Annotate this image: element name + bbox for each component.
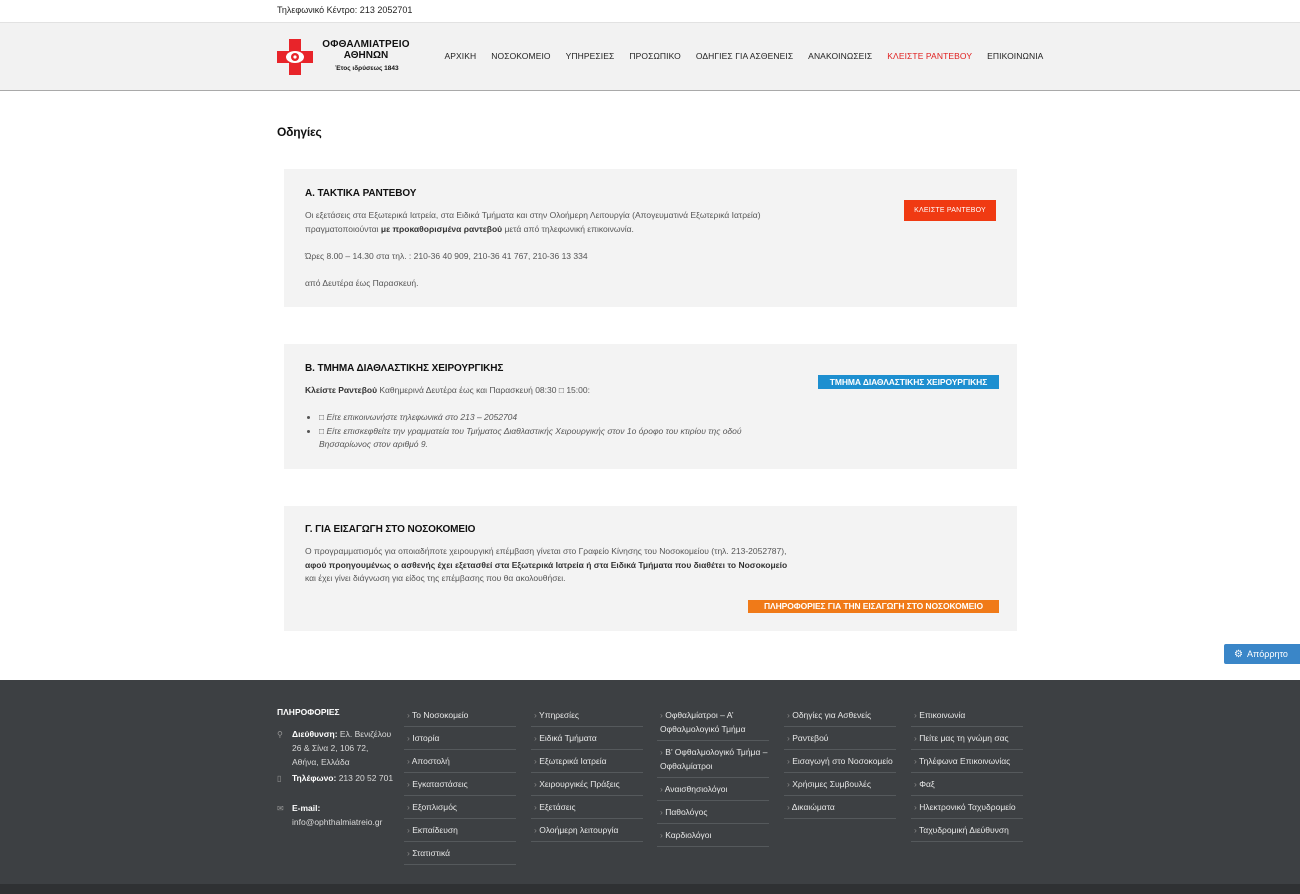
footer-link[interactable]: › Β’ Οφθαλμολογικό Τμήμα – Οφθαλμίατροι <box>657 741 769 778</box>
footer-bottom-bar <box>0 884 1300 894</box>
nav-book-appointment[interactable]: ΚΛΕΙΣΤΕ ΡΑΝΤΕΒΟΥ <box>887 51 973 61</box>
main-nav <box>437 51 1051 61</box>
footer-link[interactable]: › Ταχυδρομική Διεύθυνση <box>911 819 1023 842</box>
footer-link[interactable]: › Εκπαίδευση <box>404 819 516 842</box>
footer-link[interactable]: › Ολοήμερη λειτουργία <box>531 819 643 842</box>
footer-link[interactable]: › Αναισθησιολόγοι <box>657 778 769 801</box>
footer-address: ⚲ Διεύθυνση: Ελ. Βενιζέλου 26 & Σίνα 2, 106 72, Αθήνα, Ελλάδα <box>277 729 392 767</box>
admission-info-button[interactable]: ΠΛΗΡΟΦΟΡΙΕΣ ΓΙΑ ΤΗΝ ΕΙΣΑΓΩΓΗ ΣΤΟ ΝΟΣΟΚΟΜΕΙΟ <box>748 600 999 613</box>
footer-link[interactable]: › Ειδικά Τμήματα <box>531 727 643 750</box>
page-title: Οδηγίες <box>277 125 322 139</box>
footer-link[interactable]: › Πείτε μας τη γνώμη σας <box>911 727 1023 750</box>
footer-link[interactable]: › Χρήσιμες Συμβουλές <box>784 773 896 796</box>
footer-link[interactable]: › Χειρουργικές Πράξεις <box>531 773 643 796</box>
footer-link[interactable]: › Τηλέφωνα Επικοινωνίας <box>911 750 1023 773</box>
section-heading: Α. ΤΑΚΤΙΚΑ ΡΑΝΤΕΒΟΥ <box>305 188 417 199</box>
site-logo[interactable] <box>277 37 427 77</box>
footer-link[interactable]: › Εγκαταστάσεις <box>404 773 516 796</box>
footer-link[interactable]: › Φαξ <box>911 773 1023 796</box>
footer-link[interactable]: › Ραντεβού <box>784 727 896 750</box>
regular-appointments-section <box>284 169 1017 307</box>
footer-link[interactable]: › Επικοινωνία <box>911 704 1023 727</box>
envelope-icon: ✉ <box>277 804 284 813</box>
nav-contact[interactable]: ΕΠΙΚΟΙΝΩΝΙΑ <box>987 51 1044 61</box>
footer-link[interactable]: › Δικαιώματα <box>784 796 896 819</box>
footer-link[interactable]: › Εισαγωγή στο Νοσοκομείο <box>784 750 896 773</box>
logo-name-line1: ΟΦΘΑΛΜΙΑΤΡΕΙΟ <box>322 39 410 50</box>
gear-icon: ⚙ <box>1234 649 1243 660</box>
footer-link[interactable]: › Το Νοσοκομείο <box>404 704 516 727</box>
footer-link[interactable]: › Εξοπλισμός <box>404 796 516 819</box>
footer-link[interactable]: › Καρδιολόγοι <box>657 824 769 847</box>
red-cross-eye-icon <box>277 39 313 75</box>
nav-services[interactable]: ΥΠΗΡΕΣΙΕΣ <box>565 51 615 61</box>
footer-link[interactable]: › Ηλεκτρονικό Ταχυδρομείο <box>911 796 1023 819</box>
footer-col-services <box>531 704 643 842</box>
list-item: • □ Είτε επισκεφθείτε την γραμματεία του Τμήματος Διαθλαστικής Χειρουργικής στον 1ο όροφο του κτιρίου της οδού Βησσαρίωνος στον αριθμό 9. <box>319 425 784 452</box>
footer-col-hospital <box>404 704 516 865</box>
footer-link[interactable]: › Οφθαλμίατροι – Α’ Οφθαλμολογικό Τμήμα <box>657 704 769 741</box>
footer-link[interactable]: › Υπηρεσίες <box>531 704 643 727</box>
nav-hospital[interactable]: ΝΟΣΟΚΟΜΕΙΟ <box>491 51 551 61</box>
phone-icon: ▯ <box>277 774 282 783</box>
hospital-admission-section <box>284 506 1017 631</box>
footer-link[interactable]: › Ιστορία <box>404 727 516 750</box>
footer-link[interactable]: › Εξωτερικά Ιατρεία <box>531 750 643 773</box>
logo-text <box>317 39 415 72</box>
refractive-surgery-section <box>284 344 1017 469</box>
nav-patient-guides[interactable]: ΟΔΗΓΙΕΣ ΓΙΑ ΑΣΘΕΝΕΙΣ <box>695 51 794 61</box>
site-header <box>0 22 1300 91</box>
footer-col-contact <box>911 704 1023 842</box>
footer-col-staff <box>657 704 769 847</box>
nav-announcements[interactable]: ΑΝΑΚΟΙΝΩΣΕΙΣ <box>808 51 873 61</box>
location-pin-icon: ⚲ <box>277 730 283 739</box>
footer-link[interactable]: › Παθολόγος <box>657 801 769 824</box>
footer-email[interactable]: ✉ E-mail: info@ophthalmiatreio.gr <box>277 803 383 827</box>
footer-info-title: ΠΛΗΡΟΦΟΡΙΕΣ <box>277 707 340 717</box>
section-text: Ο προγραμματισμός για οποιαδήποτε χειρουργική επέμβαση γίνεται στο Γραφείο Κίνησης του Νοσοκομείου (τηλ. 213-2052787), αφού προηγουμένως ο ασθενής έχει εξετασθεί στα Εξωτερικά Ιατρεία ή στα Ειδικά Τμήματα που διαθέτει το Νοσοκομείο και έχει γίνει διάγνωση για είδος της επέμβασης που θα ακολουθήσει. <box>305 546 788 583</box>
nav-staff[interactable]: ΠΡΟΣΩΠΙΚΟ <box>629 51 681 61</box>
refractive-surgery-button[interactable]: ΤΜΗΜΑ ΔΙΑΘΛΑΣΤΙΚΗΣ ΧΕΙΡΟΥΡΓΙΚΗΣ <box>818 375 999 389</box>
book-appointment-button[interactable]: ΚΛΕΙΣΤΕ ΡΑΝΤΕΒΟΥ <box>904 200 996 221</box>
section-text: Κλείστε Ραντεβού Καθημερινά Δευτέρα έως και Παρασκευή 08:30 □ 15:00: <box>305 385 590 395</box>
list-item: • □ Είτε επικοινωνήστε τηλεφωνικά στο 213 – 2052704 <box>319 411 784 425</box>
section-hours: Ώρες 8.00 – 14.30 στα τηλ. : 210-36 40 909, 210-36 41 767, 210-36 13 334 <box>305 251 588 261</box>
footer-link[interactable]: › Στατιστικά <box>404 842 516 865</box>
footer-link[interactable]: › Αποστολή <box>404 750 516 773</box>
privacy-button[interactable] <box>1224 644 1300 664</box>
logo-founded: Έτος ιδρύσεως 1843 <box>335 65 399 72</box>
footer-phone: ▯ Τηλέφωνο: 213 20 52 701 <box>277 771 395 785</box>
footer-link[interactable]: › Εξετάσεις <box>531 796 643 819</box>
section-heading: Γ. ΓΙΑ ΕΙΣΑΓΩΓΗ ΣΤΟ ΝΟΣΟΚΟΜΕΙΟ <box>305 524 476 535</box>
privacy-label: Απόρρητο <box>1246 649 1288 659</box>
section-heading: Β. ΤΜΗΜΑ ΔΙΑΘΛΑΣΤΙΚΗΣ ΧΕΙΡΟΥΡΓΙΚΗΣ <box>305 363 504 374</box>
nav-home[interactable]: ΑΡΧΙΚΗ <box>444 51 477 61</box>
switchboard-phone: Τηλεφωνικό Κέντρο: 213 2052701 <box>277 5 413 15</box>
site-footer <box>0 680 1300 894</box>
footer-link[interactable]: › Οδηγίες για Ασθενείς <box>784 704 896 727</box>
section-days: από Δευτέρα έως Παρασκευή. <box>305 278 419 288</box>
contact-options-list <box>314 411 784 452</box>
logo-name-line2: ΑΘΗΝΩΝ <box>343 50 389 61</box>
section-text: Οι εξετάσεις στα Εξωτερικά Ιατρεία, στα Ειδικά Τμήματα και στην Ολοήμερη Λειτουργία (Απογευματινά Εξωτερικά Ιατρεία) πραγματοποιούνται με προκαθορισμένα ραντεβού μετά από τηλεφωνική επικοινωνία. <box>305 210 761 234</box>
top-bar <box>0 0 1300 22</box>
footer-col-patients <box>784 704 896 819</box>
